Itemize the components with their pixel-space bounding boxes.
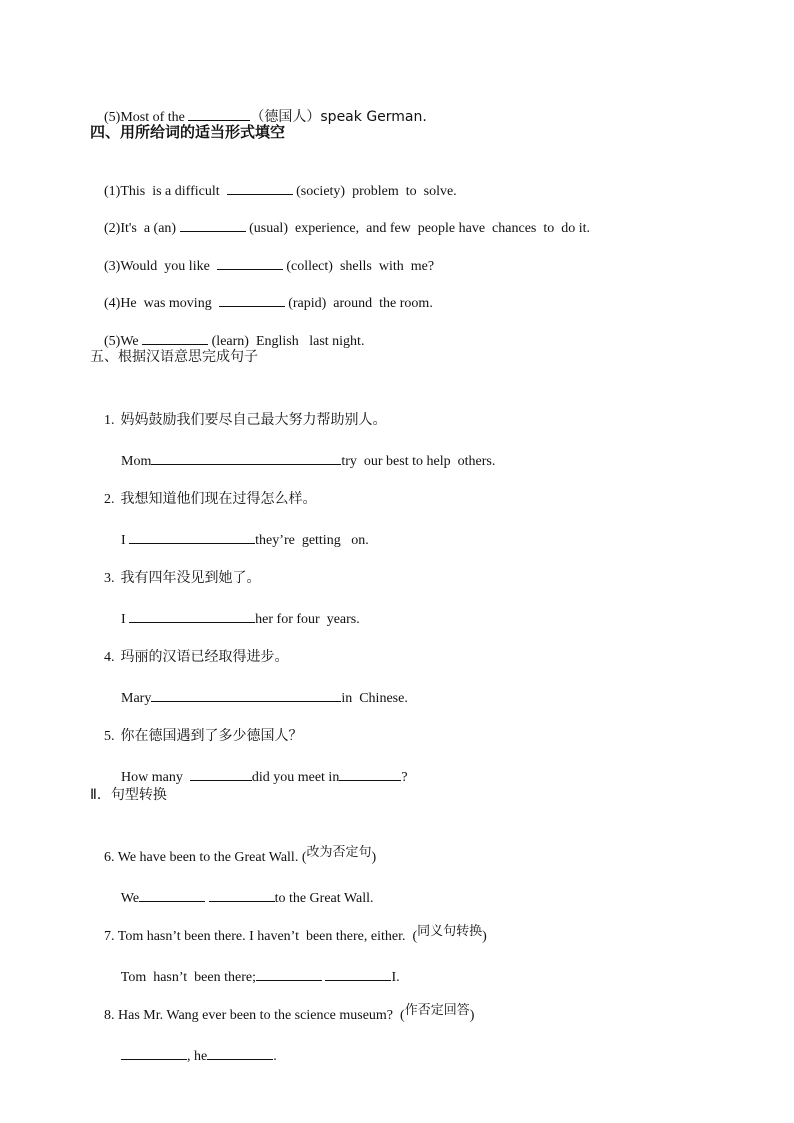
answer-blank[interactable] <box>139 887 205 902</box>
prev-q5-text-b: （德国人）speak German. <box>250 109 427 125</box>
answer-blank[interactable] <box>219 292 285 307</box>
q5-text-a: (5)We <box>104 334 143 349</box>
answer-text-a: I <box>121 533 130 548</box>
q2-text-a: (2)It's a (an) <box>104 221 180 236</box>
answer-blank[interactable] <box>151 687 341 702</box>
answer-blank[interactable] <box>151 450 341 465</box>
q1-text-b: (society) problem to solve. <box>292 184 457 199</box>
q5-text-b: (learn) English last night. <box>208 334 365 349</box>
answer-blank[interactable] <box>142 330 208 345</box>
answer-text-mid: did you meet in <box>251 770 340 785</box>
q7-note: 同义句转换 <box>417 924 483 939</box>
q6-text: 6. We have been to the Great Wall. ( <box>104 850 307 865</box>
answer-blank[interactable] <box>325 966 391 981</box>
answer-text-b: to the Great Wall. <box>274 891 374 906</box>
answer-text-b: . <box>273 1049 277 1064</box>
answer-blank[interactable] <box>339 766 401 781</box>
answer-text-b: ? <box>401 770 408 785</box>
q3-text-b: (collect) shells with me? <box>282 259 435 274</box>
answer-blank[interactable] <box>207 1045 273 1060</box>
answer-blank[interactable] <box>129 529 255 544</box>
answer-blank[interactable] <box>227 180 293 195</box>
answer-text-b: her for four years. <box>255 612 360 627</box>
answer-text-b: try our best to help others. <box>341 454 496 469</box>
answer-blank[interactable] <box>188 106 250 121</box>
q8-note: 作否定回答 <box>404 1003 470 1018</box>
answer-text-a: How many <box>121 770 190 785</box>
answer-text-a: We <box>120 891 140 906</box>
answer-blank[interactable] <box>129 608 255 623</box>
item-number: 3. <box>104 571 115 586</box>
item-chinese: 我有四年没见到她了。 <box>120 570 261 586</box>
answer-text-a: , he <box>187 1049 208 1064</box>
answer-blank[interactable] <box>121 1045 187 1060</box>
answer-blank[interactable] <box>256 966 322 981</box>
prev-q5-text-a: (5)Most of the <box>104 110 189 125</box>
item-chinese: 妈妈鼓励我们要尽自己最大努力帮助别人。 <box>120 412 387 428</box>
section4-title: 四、用所给词的适当形式填空 <box>90 123 286 141</box>
q7-close: ) <box>482 929 487 944</box>
item-number: 1. <box>104 413 115 428</box>
answer-text-a: Tom hasn’t been there; <box>120 970 256 985</box>
q8-text: 8. Has Mr. Wang ever been to the science museum? ( <box>104 1008 405 1023</box>
item-number: 2. <box>104 492 115 507</box>
q7-text: 7. Tom hasn’t been there. I haven’t been there, either. ( <box>104 929 418 944</box>
item-number: 4. <box>104 650 115 665</box>
section2-title: Ⅱ．句型转换 <box>90 787 167 803</box>
q3-text-a: (3)Would you like <box>104 259 217 274</box>
q8-answer <box>107 1025 277 1087</box>
item-chinese: 玛丽的汉语已经取得进步。 <box>120 649 289 665</box>
answer-text-b: they’re getting on. <box>255 533 369 548</box>
answer-text-a: Mom <box>121 454 152 469</box>
q6-note: 改为否定句 <box>306 845 372 860</box>
q2-text-b: (usual) experience, and few people have chances to do it. <box>245 221 591 236</box>
answer-text-b: in Chinese. <box>341 691 408 706</box>
q4-text-b: (rapid) around the room. <box>284 296 433 311</box>
q1-text-a: (1)This is a difficult <box>104 184 227 199</box>
answer-blank[interactable] <box>180 217 246 232</box>
item-number: 5. <box>104 729 115 744</box>
q4-text-a: (4)He was moving <box>104 296 219 311</box>
answer-text-b: I. <box>391 970 400 985</box>
answer-text-a: I <box>121 612 130 627</box>
q8-close: ) <box>469 1008 475 1023</box>
q6-close: ) <box>371 850 377 865</box>
answer-blank[interactable] <box>209 887 275 902</box>
answer-blank[interactable] <box>190 766 252 781</box>
item-chinese: 你在德国遇到了多少德国人？ <box>120 728 303 744</box>
answer-text-a: Mary <box>121 691 152 706</box>
item-chinese: 我想知道他们现在过得怎么样。 <box>120 491 317 507</box>
answer-blank[interactable] <box>217 255 283 270</box>
section5-title: 五、根据汉语意思完成句子 <box>90 349 258 365</box>
